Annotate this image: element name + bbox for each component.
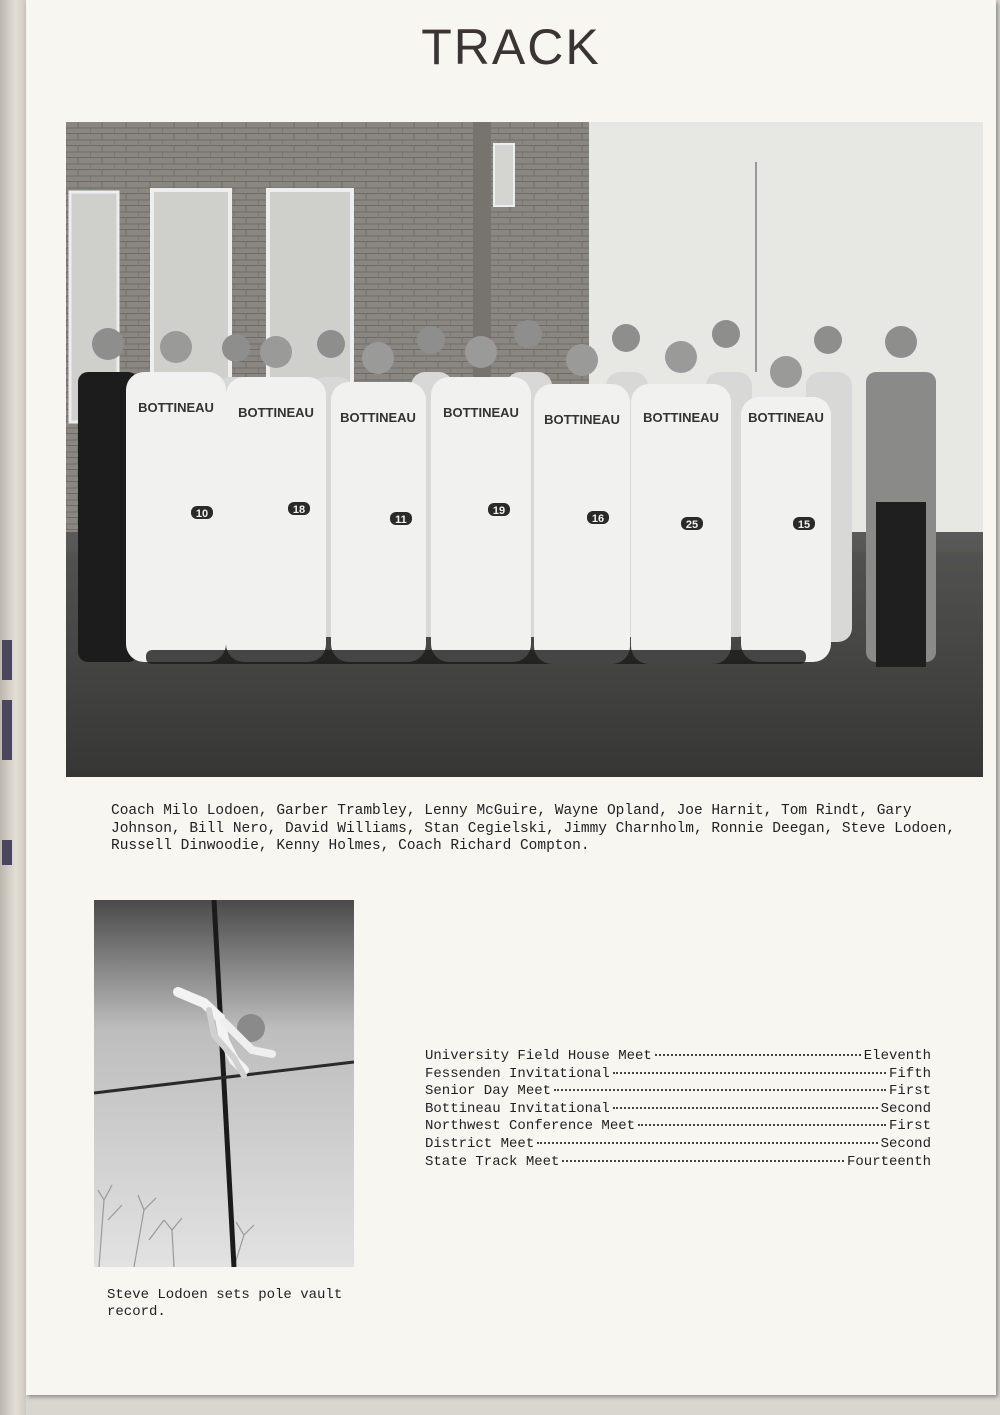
- result-event: University Field House Meet: [425, 1048, 652, 1064]
- bib-number: 10: [195, 508, 209, 520]
- bib-number: 19: [492, 505, 506, 517]
- result-event: District Meet: [425, 1135, 535, 1152]
- result-event: Northwest Conference Meet: [425, 1118, 636, 1135]
- leader-dots: [562, 1148, 844, 1162]
- result-place: Eleventh: [863, 1048, 931, 1064]
- result-place: Fifth: [888, 1065, 931, 1082]
- bib-number: 16: [591, 513, 605, 525]
- result-place: Second: [880, 1100, 931, 1117]
- result-event: Bottineau Invitational: [425, 1100, 610, 1117]
- binding-mark: [2, 700, 12, 760]
- result-event: Senior Day Meet: [425, 1083, 552, 1100]
- leader-dots: [613, 1060, 886, 1074]
- results-list: [425, 1045, 931, 1168]
- pole-vault-photo: [94, 900, 354, 1267]
- sweatshirt-label: BOTTINEAU: [238, 405, 314, 420]
- bib-number: 18: [292, 504, 306, 516]
- result-event: Fessenden Invitational: [425, 1065, 610, 1082]
- leader-dots: [655, 1042, 861, 1056]
- leader-dots: [613, 1095, 878, 1109]
- leader-dots: [554, 1077, 886, 1091]
- binding-mark: [2, 640, 12, 680]
- team-photo-image: [66, 122, 983, 777]
- bib-number: 11: [395, 514, 407, 526]
- leader-dots: [537, 1130, 877, 1144]
- binding-mark: [2, 840, 12, 865]
- result-row: [425, 1151, 931, 1169]
- vault-caption: Steve Lodoen sets pole vault record.: [107, 1287, 343, 1320]
- sweatshirt-label: BOTTINEAU: [443, 405, 519, 420]
- bib-number: 15: [797, 519, 811, 531]
- result-event: State Track Meet: [425, 1153, 560, 1170]
- sweatshirt-label: BOTTINEAU: [643, 410, 719, 425]
- leader-dots: [638, 1112, 886, 1126]
- pole-vault-image: [94, 900, 354, 1267]
- sweatshirt-label: BOTTINEAU: [544, 412, 620, 427]
- sweatshirt-label: BOTTINEAU: [340, 410, 416, 425]
- book-binding: [0, 0, 26, 1415]
- sweatshirt-label: BOTTINEAU: [138, 400, 214, 415]
- sweatshirt-label: BOTTINEAU: [748, 410, 824, 425]
- result-place: First: [888, 1118, 931, 1135]
- page-title: TRACK: [421, 19, 601, 75]
- result-place: Fourteenth: [846, 1153, 931, 1170]
- result-place: First: [888, 1083, 931, 1100]
- team-caption: Coach Milo Lodoen, Garber Trambley, Lenny McGuire, Wayne Opland, Joe Harnit, Tom Rindt, Gary Johnson, Bill Nero, David Williams, Stan Cegielski, Jimmy Charnholm, Ronnie Deegan, Steve Lodoen, Russell Dinwoodie, Kenny Holmes, Coach Richard Compton.: [111, 803, 956, 854]
- bib-number: 25: [685, 519, 699, 531]
- result-place: Second: [880, 1135, 931, 1152]
- team-photo: [66, 122, 983, 777]
- yearbook-page: [26, 0, 996, 1395]
